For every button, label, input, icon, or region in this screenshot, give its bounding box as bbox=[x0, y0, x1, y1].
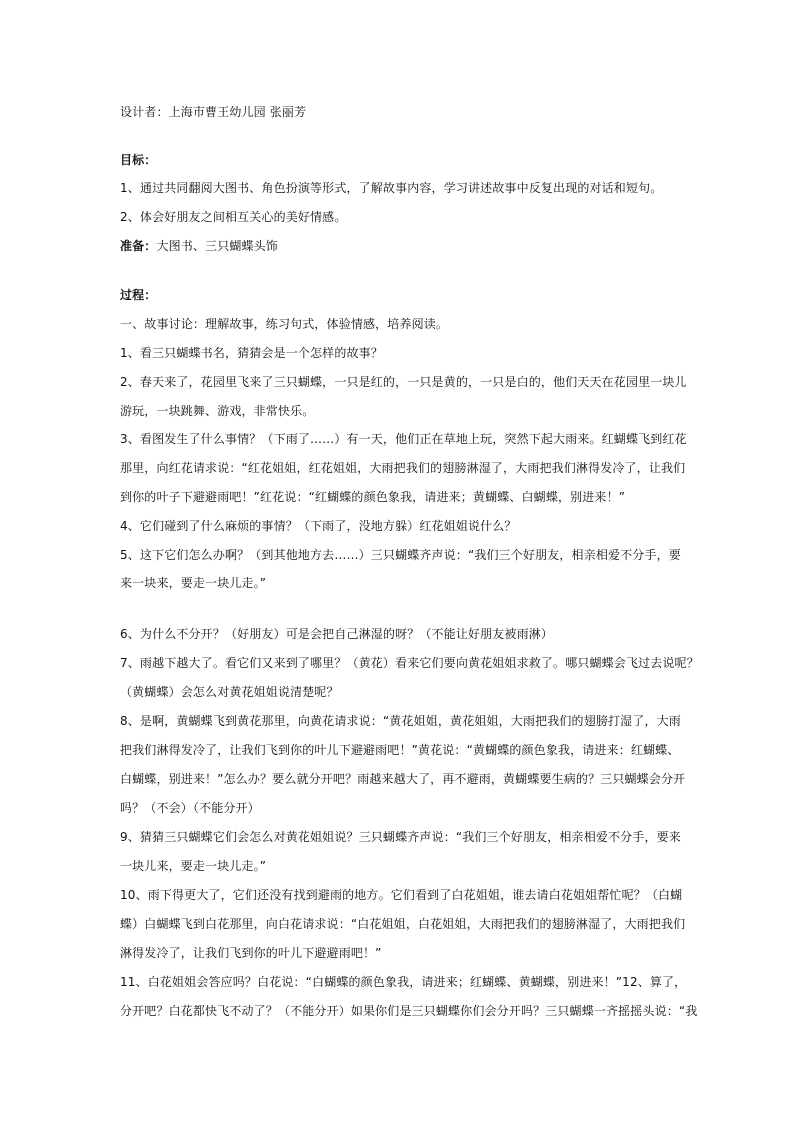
process-line: 11、白花姐姐会答应吗？白花说：“白蝴蝶的颜色象我，请进来；红蝴蝶、黄蝴蝶，别进来！”12、算了， bbox=[120, 975, 687, 989]
process-line: 5、这下它们怎么办啊？（到其他地方去……）三只蝴蝶齐声说：“我们三个好朋友，相亲相爱不分手，要 bbox=[120, 548, 681, 562]
prep-text: 大图书、三只蝴蝶头饰 bbox=[156, 239, 278, 253]
process-line: 一块儿来，要走一块儿走。” bbox=[120, 859, 267, 873]
process-line: 把我们淋得发冷了，让我们飞到你的叶儿下避避雨吧！”黄花说：“黄蝴蝶的颜色象我，请进来：红蝴蝶、 bbox=[120, 743, 680, 757]
process-line: 分开吧？白花都快飞不动了？（不能分开）如果你们是三只蝴蝶你们会分开吗？三只蝴蝶一齐摇摇头说：“我 bbox=[120, 1004, 698, 1018]
process-line: 2、春天来了，花园里飞来了三只蝴蝶，一只是红的，一只是黄的，一只是白的，他们天天在花园里一块儿 bbox=[120, 375, 687, 389]
process-line: 8、是啊，黄蝴蝶飞到黄花那里，向黄花请求说：“黄花姐姐，黄花姐姐，大雨把我们的翅膀打湿了，大雨 bbox=[120, 714, 681, 728]
process-line: 那里，向红花请求说：“红花姐姐，红花姐姐，大雨把我们的翅膀淋湿了，大雨把我们淋得发冷了，让我们 bbox=[120, 461, 686, 475]
process-line: 到你的叶子下避避雨吧！”红花说：“红蝴蝶的颜色象我，请进来；黄蝴蝶、白蝴蝶，别进来！” bbox=[120, 490, 626, 504]
process-line: 6、为什么不分开？（好朋友）可是会把自己淋湿的呀？（不能让好朋友被雨淋） bbox=[120, 627, 554, 641]
process-line: 来一块来，要走一块儿走。” bbox=[120, 576, 267, 590]
process-line: 淋得发冷了，让我们飞到你的叶儿下避避雨吧！” bbox=[120, 946, 382, 960]
process-line: 吗？（不会）（不能分开） bbox=[120, 801, 260, 815]
process-line: 游玩，一块跳舞、游戏，非常快乐。 bbox=[120, 404, 315, 418]
process-line: 4、它们碰到了什么麻烦的事情？（下雨了，没地方躲）红花姐姐说什么？ bbox=[120, 519, 517, 533]
process-line: 7、雨越下越大了。看它们又来到了哪里？（黄花）看来它们要向黄花姐姐求救了。哪只蝴蝶会飞过去说呢？ bbox=[120, 656, 699, 670]
process-line: 蝶）白蝴蝶飞到白花那里，向白花请求说：“白花姐姐，白花姐姐，大雨把我们的翅膀淋湿了，大雨把我们 bbox=[120, 917, 686, 931]
process-line: 9、猜猜三只蝴蝶它们会怎么对黄花姐姐说？三只蝴蝶齐声说：“我们三个好朋友，相亲相爱不分手，要来 bbox=[120, 830, 681, 844]
goal-item-1: 1、通过共同翻阅大图书、角色扮演等形式，了解故事内容，学习讲述故事中反复出现的对话和短句。 bbox=[120, 181, 663, 195]
goals-heading: 目标： bbox=[120, 153, 157, 167]
prep-line bbox=[120, 238, 278, 254]
designer-line: 设计者：上海市曹王幼儿园 张丽芳 bbox=[120, 105, 307, 119]
process-line: （黄蝴蝶）会怎么对黄花姐姐说清楚呢？ bbox=[120, 685, 339, 699]
goal-item-2: 2、体会好朋友之间相互关心的美好情感。 bbox=[120, 210, 347, 224]
process-line: 白蝴蝶，别进来！”怎么办？要么就分开吧？雨越来越大了，再不避雨，黄蝴蝶要生病的？三只蝴蝶会分开 bbox=[120, 772, 686, 786]
process-line: 3、看图发生了什么事情？（下雨了……）有一天，他们正在草地上玩，突然下起大雨来。红蝴蝶飞到红花 bbox=[120, 432, 687, 446]
prep-label: 准备： bbox=[120, 239, 157, 253]
process-line: 一、故事讨论：理解故事，练习句式，体验情感，培养阅读。 bbox=[120, 317, 449, 331]
process-line: 10、雨下得更大了，它们还没有找到避雨的地方。它们看到了白花姐姐，谁去请白花姐姐帮忙呢？（白蝴 bbox=[120, 888, 683, 902]
process-heading: 过程： bbox=[120, 288, 157, 302]
process-line: 1、看三只蝴蝶书名，猜猜会是一个怎样的故事？ bbox=[120, 346, 383, 360]
